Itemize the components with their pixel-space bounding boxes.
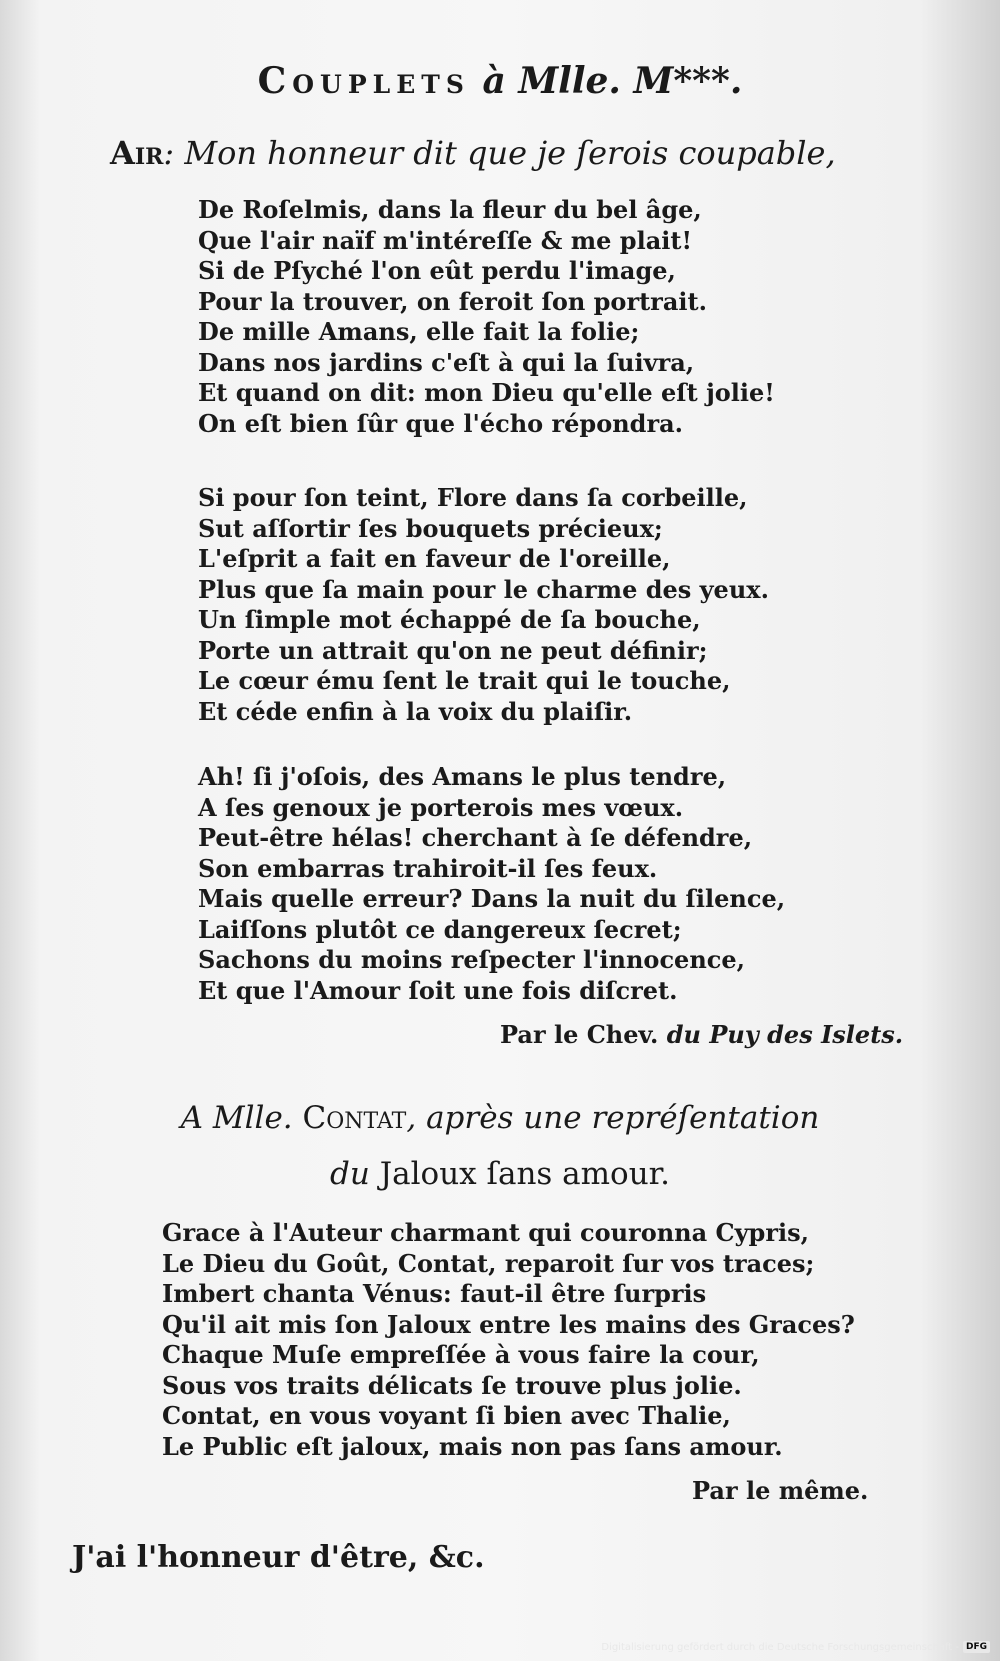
verse-line: Si pour ſon teint, Flore dans ſa corbeille, [198, 483, 748, 512]
verse-line: Et céde enfin à la voix du plaiſir. [198, 696, 633, 726]
heading-caps: Contat [302, 1100, 407, 1136]
verse-line: Laiſſons plutôt ce dangereux ſecret; [198, 914, 682, 944]
verse-line: Sachons du moins reſpecter l'innocence, [198, 945, 746, 974]
verse-line: Le Dieu du Goût, Contat, reparoit ſur vos traces; [162, 1248, 815, 1278]
verse-line: Qu'il ait mis ſon Jaloux entre les mains des Graces? [162, 1309, 855, 1339]
title-caps: Couplets [257, 60, 470, 102]
verse-line: Que l'air naïf m'intéreſſe & me plait! [198, 225, 692, 255]
verse-line: Contat, en vous voyant ſi bien avec Thalie, [162, 1401, 731, 1430]
verse-line: A ſes genoux je porterois mes vœux. [198, 792, 684, 822]
verse-line: De Roſelmis, dans la fleur du bel âge, [198, 195, 702, 224]
closing-salutation: J'ai l'honneur d'être, &c. [72, 1540, 485, 1575]
verse-line: Le Public eſt jaloux, mais non pas ſans amour. [162, 1431, 783, 1461]
verse-line: Ah! ſi j'oſois, des Amans le plus tendre, [198, 762, 727, 791]
poem2-heading-line2 [0, 1156, 1000, 1192]
verse-line: Dans nos jardins c'eſt à qui la ſuivra, [198, 347, 695, 377]
stanza-1 [198, 195, 958, 439]
heading-roman: Jaloux ſans amour. [379, 1156, 670, 1192]
verse-line: Le cœur ému ſent le trait qui le touche, [198, 666, 731, 695]
verse-line: Peut-être hélas! cherchant à ſe défendre, [198, 823, 753, 852]
verse-line: Chaque Muſe empreſſée à vous faire la cour, [162, 1340, 760, 1369]
verse-line: Si de Pſyché l'on eût perdu l'image, [198, 256, 676, 285]
stanza-2 [198, 483, 958, 727]
verse-line: Grace à l'Auteur charmant qui couronna Cypris, [162, 1218, 809, 1247]
credit-text: Digitalisierung gefördert durch die Deutsche Forschungsgemeinschaft - [601, 1641, 959, 1653]
air-label: Air [110, 134, 164, 172]
heading-italic: du [330, 1156, 380, 1192]
page-title [0, 60, 1000, 102]
dfg-logo: DFG [963, 1641, 990, 1653]
heading-italic-a: A Mlle. [180, 1100, 303, 1136]
verse-line: De mille Amans, elle fait la folie; [198, 317, 640, 346]
verse-line: Et quand on dit: mon Dieu qu'elle eſt jolie! [198, 378, 775, 407]
signature-1 [500, 1020, 903, 1049]
signature-prefix: Par le Chev. [500, 1020, 667, 1049]
signature-name: du Puy des Islets. [666, 1020, 904, 1049]
air-heading [110, 134, 960, 172]
verse-line: Sut aſſortir ſes bouquets précieux; [198, 513, 663, 543]
verse-line: Pour la trouver, on feroit ſon portrait. [198, 286, 707, 316]
stanza-3 [198, 762, 958, 1006]
verse-line: L'eſprit a fait en faveur de l'oreille, [198, 544, 671, 573]
verse-line: Et que l'Amour ſoit une fois diſcret. [198, 975, 678, 1005]
verse-line: Son embarras trahiroit-il ſes feux. [198, 853, 658, 883]
verse-line: On eſt bien ſûr que l'écho répondra. [198, 408, 683, 438]
digitization-credit [601, 1641, 990, 1653]
title-rest: à Mlle. M***. [469, 60, 743, 102]
verse-line: Porte un attrait qu'on ne peut définir; [198, 635, 708, 665]
heading-italic-b: , après une repréſentation [406, 1100, 820, 1136]
poem2-stanza [162, 1218, 962, 1462]
poem2-heading-line1 [0, 1100, 1000, 1136]
verse-line: Imbert chanta Vénus: faut-il être ſurpris [162, 1279, 707, 1308]
verse-line: Sous vos traits délicats ſe trouve plus jolie. [162, 1370, 742, 1400]
air-text: : Mon honneur dit que je ſerois coupable, [163, 134, 836, 172]
verse-line: Plus que ſa main pour le charme des yeux. [198, 574, 769, 604]
verse-line: Mais quelle erreur? Dans la nuit du ſilence, [198, 884, 786, 913]
signature-2: Par le même. [692, 1476, 869, 1505]
verse-line: Un ſimple mot échappé de ſa bouche, [198, 605, 701, 634]
